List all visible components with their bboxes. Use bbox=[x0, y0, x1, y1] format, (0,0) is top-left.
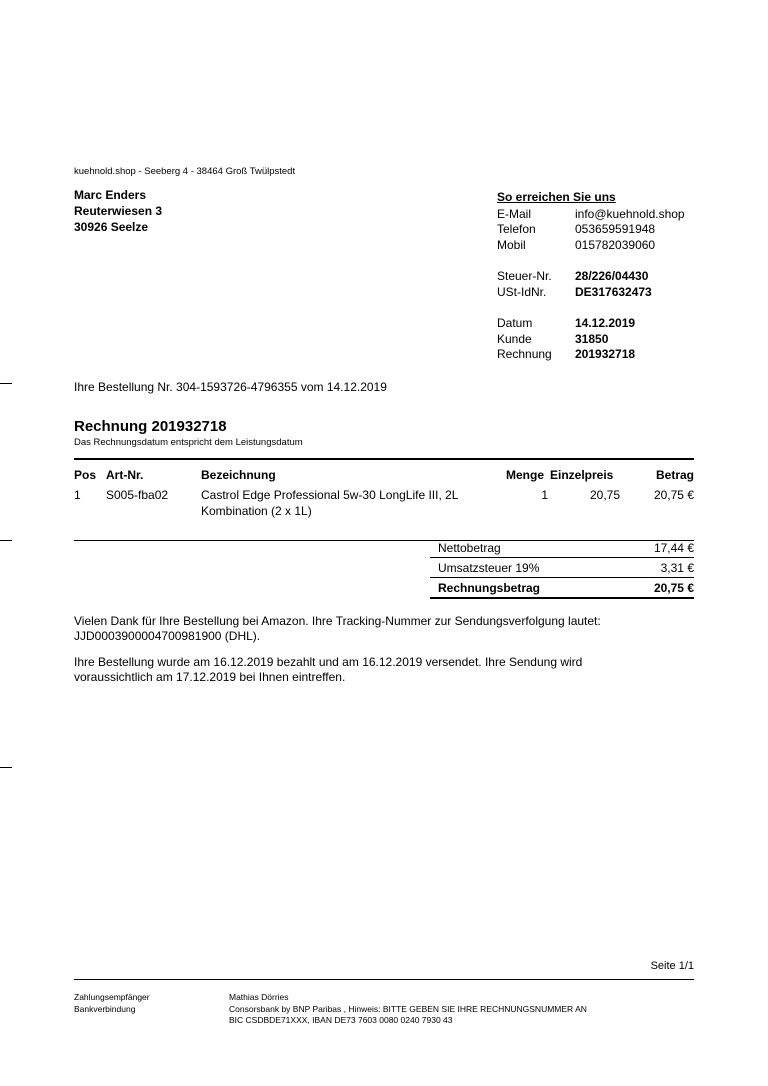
row-amount: 20,75 € bbox=[653, 488, 694, 502]
vat-id: USt-IdNr. DE317632473 bbox=[497, 284, 652, 299]
header-art-nr: Art-Nr. bbox=[106, 468, 144, 482]
header-quantity: Menge bbox=[506, 468, 545, 482]
row-description-line1: Castrol Edge Professional 5w-30 LongLife III, 2L bbox=[201, 488, 459, 502]
invoice-number: Rechnung 201932718 bbox=[497, 347, 636, 361]
customer-number: Kunde 31850 bbox=[497, 331, 609, 346]
invoice-title: Rechnung 201932718 bbox=[74, 418, 227, 435]
vat-total: Umsatzsteuer 19% 3,31 € bbox=[438, 560, 694, 575]
recipient-street: Reuterwiesen 3 bbox=[74, 204, 163, 218]
contact-phone: Telefon 053659591948 bbox=[497, 222, 656, 236]
footer-bank-details: Mathias Dörries Consorsbank by BNP Paribas , Hinweis: BITTE GEBEN SIE IHRE RECHNUNGSNUMMER AN BIC CSDBDE71XXX, IBAN DE73 7603 0080 0240 7930 43 bbox=[229, 992, 587, 1025]
header-description: Bezeichnung bbox=[201, 468, 276, 482]
recipient-name: Marc Enders bbox=[74, 188, 147, 202]
row-quantity: 1 bbox=[541, 488, 548, 502]
contact-heading: So erreichen Sie uns bbox=[497, 190, 616, 204]
row-art-nr: S005-fba02 bbox=[106, 488, 169, 502]
table-row bbox=[74, 488, 694, 526]
footer-divider bbox=[74, 979, 694, 980]
table-header bbox=[74, 468, 694, 486]
recipient-city: 30926 Seelze bbox=[74, 220, 149, 234]
row-pos: 1 bbox=[74, 488, 81, 502]
contact-mobile: Mobil 015782039060 bbox=[497, 237, 656, 252]
header-amount: Betrag bbox=[655, 468, 694, 482]
page-number: Seite 1/1 bbox=[650, 960, 694, 972]
recipient-address bbox=[74, 187, 162, 235]
shipping-paragraph: Ihre Bestellung wurde am 16.12.2019 bezahlt und am 16.12.2019 versendet. Ihre Sendung wird voraussichtlich am 17.12.2019 bei Ihnen eintreffen. bbox=[74, 655, 583, 684]
gross-total: Rechnungsbetrag 20,75 € bbox=[438, 580, 694, 595]
contact-email: E-Mail info@kuehnold.shop bbox=[497, 206, 685, 221]
sender-line: kuehnold.shop - Seeberg 4 - 38464 Groß Twülpstedt bbox=[74, 166, 296, 177]
thanks-paragraph: Vielen Dank für Ihre Bestellung bei Amazon. Ihre Tracking-Nummer zur Sendungsverfolgung lautet: JJD0003900004700981900 (DHL). bbox=[74, 614, 601, 643]
fold-mark-top bbox=[0, 383, 12, 384]
invoice-date: Datum 14.12.2019 bbox=[497, 316, 636, 330]
header-pos: Pos bbox=[74, 468, 97, 482]
line-items-table bbox=[74, 458, 694, 541]
row-unit-price: 20,75 bbox=[589, 488, 620, 502]
fold-mark-bottom bbox=[0, 767, 12, 768]
totals-block bbox=[430, 538, 694, 599]
row-description-line2: Kombination (2 x 1L) bbox=[201, 504, 312, 518]
footer-labels: Zahlungsempfänger Bankverbindung bbox=[74, 992, 150, 1014]
net-total: Nettobetrag 17,44 € bbox=[438, 540, 694, 555]
contact-block bbox=[497, 190, 685, 363]
order-reference: Ihre Bestellung Nr. 304-1593726-4796355 vom 14.12.2019 bbox=[74, 380, 387, 394]
fold-mark-middle bbox=[0, 540, 12, 541]
invoice-subtitle: Das Rechnungsdatum entspricht dem Leistungsdatum bbox=[74, 437, 303, 448]
tax-number: Steuer-Nr. 28/226/04430 bbox=[497, 269, 649, 283]
header-unit-price: Einzelpreis bbox=[550, 468, 614, 482]
